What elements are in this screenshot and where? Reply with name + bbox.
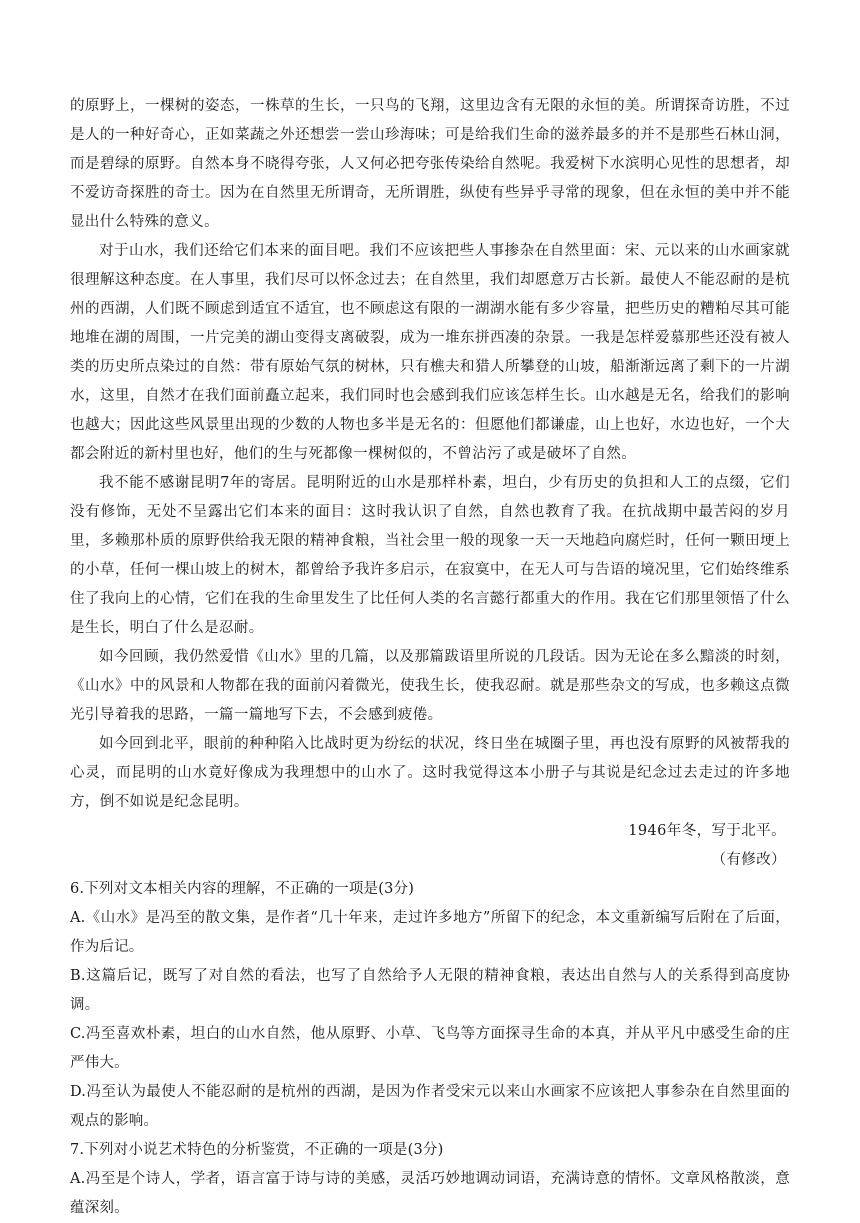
question-section: [70, 875, 790, 1223]
question-6-option-a: A.《山水》是冯至的散文集，是作者“几十年来，走过许多地方”所留下的纪念，本文重新编写后附在了后面，作为后记。: [70, 910, 790, 955]
paragraph-2: 对于山水，我们还给它们本来的面目吧。我们不应该把些人事掺杂在自然里面：宋、元以来的山水画家就很理解这种态度。在人事里，我们尽可以怀念过去；在自然里，我们却愿意万古长新。最使人不能忍耐的是杭州的西湖，人们既不顾虑到适宜不适宜，也不顾虑这有限的一湖湖水能有多少容量，把些历史的糟粕尽其可能地堆在湖的周围，一片完美的湖山变得支离破裂，成为一堆东拼西凑的杂景。一我是怎样爱慕那些还没有被人类的历史所点染过的自然：带有原始气氛的树林，只有樵夫和猎人所攀登的山坡，船渐渐远离了剩下的一片湖水，这里，自然才在我们面前矗立起来，我们同时也会感到我们应该怎样生长。山水越是无名，给我们的影响也越大；因此这些风景里出现的少数的人物也多半是无名的：但愿他们都谦虚，山上也好，水边也好，一个大都会附近的新村里也好，他们的生与死都像一棵树似的，不曾沾污了或是破坏了自然。: [70, 243, 790, 462]
question-6-stem: 6.下列对文本相关内容的理解，不正确的一项是(3分): [70, 881, 415, 897]
question-6-option-c: C.冯至喜欢朴素，坦白的山水自然，他从原野、小草、飞鸟等方面探寻生命的本真，并从平凡中感受生命的庄严伟大。: [70, 1026, 790, 1071]
question-6-option-d: D.冯至认为最使人不能忍耐的是杭州的西湖，是因为作者受宋元以来山水画家不应该把人事参杂在自然里面的观点的影响。: [70, 1084, 790, 1129]
paragraph-1: 的原野上，一棵树的姿态，一株草的生长，一只鸟的飞翔，这里边含有无限的永恒的美。所谓探奇访胜，不过是人的一种好奇心，正如菜蔬之外还想尝一尝山珍海味；可是给我们生命的滋养最多的并不是那些石林山洞，而是碧绿的原野。自然本身不晓得夸张，人又何必把夸张传染给自然呢。我爱树下水滨明心见性的思想者，却不爱访奇探胜的奇士。因为在自然里无所谓奇，无所谓胜，纵使有些异乎寻常的现象，但在永恒的美中并不能显出什么特殊的意义。: [70, 98, 790, 230]
paragraph-3: 我不能不感谢昆明7年的寄居。昆明附近的山水是那样朴素，坦白，少有历史的负担和人工的点缀，它们没有修饰，无处不呈露出它们本来的面目：这时我认识了自然，自然也教育了我。在抗战期中最苦闷的岁月里，多赖那朴质的原野供给我无限的精神食粮，当社会里一般的现象一天一天地趋向腐烂时，任何一颗田埂上的小草，任何一棵山坡上的树木，都曾给予我许多启示，在寂寞中，在无人可与告语的境况里，它们始终维系住了我向上的心情，它们在我的生命里发生了比任何人类的名言懿行都重大的作用。我在它们那里领悟了什么是生长，明白了什么是忍耐。: [70, 475, 790, 636]
question-6-option-b: B.这篇后记，既写了对自然的看法，也写了自然给予人无限的精神食粮，表达出自然与人的关系得到高度协调。: [70, 968, 790, 1013]
question-7-stem: 7.下列对小说艺术特色的分析鉴赏，不正确的一项是(3分): [70, 1142, 444, 1158]
signature: 1946年冬，写于北平。: [628, 823, 786, 839]
question-7-option-a: A.冯至是个诗人，学者，语言富于诗与诗的美感，灵活巧妙地调动词语，充满诗意的情怀。文章风格散淡，意蕴深刻。: [70, 1171, 790, 1216]
revision-note: （有修改）: [711, 852, 786, 868]
article-body: [70, 92, 790, 875]
paragraph-5: 如今回到北平，眼前的种种陷入比战时更为纷纭的状况，终日坐在城圈子里，再也没有原野的风被帮我的心灵，而昆明的山水竟好像成为我理想中的山水了。这时我觉得这本小册子与其说是纪念过去走过的许多地方，倒不如说是纪念昆明。: [70, 736, 790, 810]
paragraph-4: 如今回顾，我仍然爱惜《山水》里的几篇，以及那篇跋语里所说的几段话。因为无论在多么黯淡的时刻，《山水》中的风景和人物都在我的面前闪着微光，使我生长，使我忍耐。就是那些杂文的写成，也多赖这点微光引导着我的思路，一篇一篇地写下去，不会感到疲倦。: [70, 649, 790, 723]
